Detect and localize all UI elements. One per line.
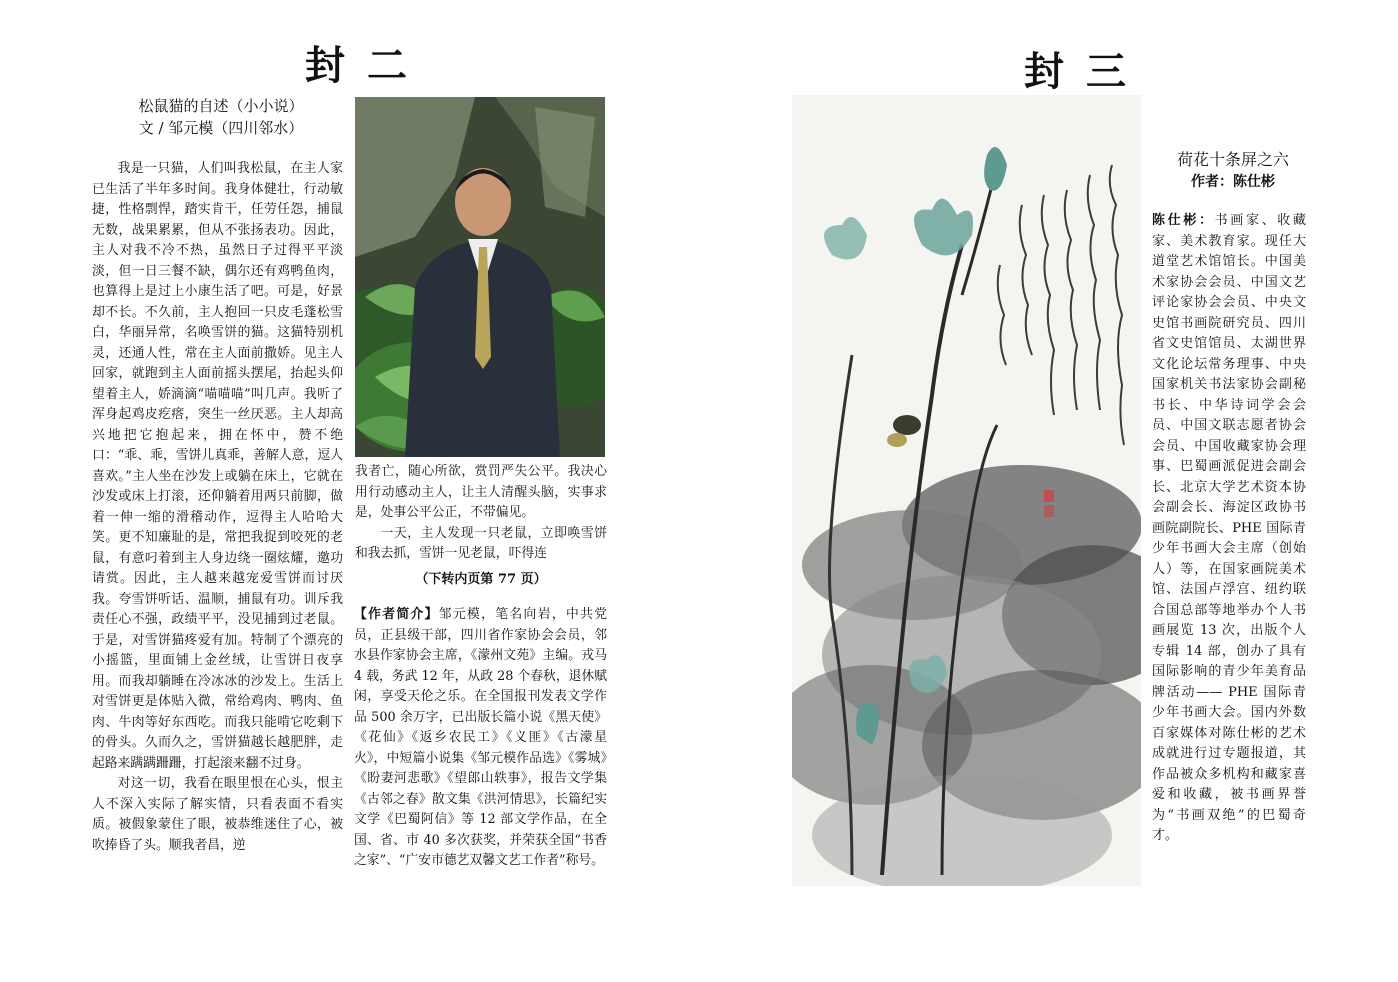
story-column-2: [355, 462, 607, 578]
story-title: 松鼠猫的自述（小小说）: [138, 97, 304, 115]
author-bio-text: 邹元模，笔名向岩，中共党员，正县级干部，四川省作家协会会员，邻水县作家协会主席，《濛州文苑》主编。戎马 4 载，务武 12 年，从政 28 个春秋，退休赋闲，享受天伦之乐。在全国报刊发表文学作品 500 余万字，已出版长篇小说《黑天使》《花仙》《返乡农民工》《义匪》《古濛星火》，中短篇小说集《邹元模作品选》《雾城》《盼妻河悲歌》《望郎山轶事》，报告文学集《古邻之春》散文集《洪河情思》，长篇纪实文学《巴蜀阿信》等 12 部文学作品，在全国、省、市 40 多次获奖，并荣获全国“书香之家”、“广安市德艺双馨文艺工作者”称号。: [354, 607, 607, 868]
page-title-left: 封二: [305, 42, 429, 89]
artist-bio: [1152, 211, 1306, 851]
artwork-author: 作者：陈仕彬: [1191, 174, 1275, 190]
portrait-illustration: [355, 97, 605, 457]
artwork-title: 荷花十条屏之六: [1176, 150, 1289, 169]
story-byline: 文 / 邹元模（四川邻水）: [138, 119, 304, 137]
lotus-painting-illustration: [792, 95, 1141, 886]
page-title-right: 封三: [1024, 48, 1148, 95]
artist-bio-text: 书画家、收藏家、美术教育家。现任大道堂艺术馆馆长。中国美术家协会会员、中国文艺评论家协会会员、中央文史馆书画院研究员、四川省文史馆馆员、太湖世界文化论坛常务理事、中央国家机关书法家协会副秘书长、中华诗词学会会员、中国文联志愿者协会会员、中国收藏家协会理事、巴蜀画派促进会副会长、北京大学艺术资本协会副会长、海淀区政协书画院副院长、PHE 国际青少年书画大会主席（创始人）等，在国家画院美术馆、法国卢浮宫、纽约联合国总部等地举办个人书画展览 13 次，出版个人专辑 14 部，创办了具有国际影响的青少年美育品牌活动—— PHE 国际青少年书画大会。国内外数百家媒体对陈仕彬的艺术成就进行过专题报道，其作品被众多机构和藏家喜爱和收藏，被书画界誉为“书画双绝”的巴蜀奇才。: [1152, 213, 1306, 843]
continued-note: （下转内页第 77 页）: [415, 572, 547, 587]
author-portrait-photo: [355, 97, 605, 457]
story-paragraph: 一天，主人发现一只老鼠，立即唤雪饼和我去抓，雪饼一见老鼠，吓得连: [355, 525, 607, 561]
story-column-1: [92, 159, 343, 914]
story-paragraph: 我者亡，随心所欲，赏罚严失公平。我决心用行动感动主人，让主人清醒头脑，实事求是，处事公平公正，不带偏见。: [355, 464, 607, 520]
story-paragraph: 对这一切，我看在眼里恨在心头，恨主人不深入实际了解实情，只看表面不看实质。被假象蒙住了眼，被恭维迷住了心，被吹捧昏了头。顺我者昌，逆: [92, 776, 343, 853]
artist-name-label: 陈仕彬：: [1152, 213, 1215, 228]
story-paragraph: 我是一只猫，人们叫我松鼠，在主人家已生活了半年多时间。我身体健壮，行动敏捷，性格剽悍，踏实肯干，任劳任怨，捕鼠无数，战果累累，但从不张扬表功。因此，主人对我不冷不热，虽然日子过得平平淡淡，但一日三餐不缺，偶尔还有鸡鸭鱼肉，也算得上是过上小康生活了吧。可是，好景却不长。不久前，主人抱回一只皮毛蓬松雪白，华丽异常，名唤雪饼的猫。这猫特别机灵，还通人性，常在主人面前撒娇。见主人回家，就跑到主人面前摇头摆尾，抬起头仰望着主人，娇滴滴“喵喵喵”叫几声。我听了浑身起鸡皮疙瘩，突生一丝厌恶。主人却高兴地把它抱起来，拥在怀中，赞不绝口：“乖、乖，雪饼儿真乖，善解人意，逗人喜欢。”主人坐在沙发上或躺在床上，它就在沙发或床上打滚，还仰躺着用两只前脚，做着一伸一缩的滑稽动作，逗得主人哈哈大笑。更不知廉耻的是，常把我捉到咬死的老鼠，有意叼着到主人身边绕一圈炫耀，邀功请赏。因此，主人越来越宠爱雪饼而讨厌我。夸雪饼听话、温顺，捕鼠有功。训斥我责任心不强，政绩平平，没见捕到过老鼠。于是，对雪饼猫疼爱有加。特制了个漂亮的小摇篮，里面铺上金丝绒，让雪饼日夜享用。而我却躺睡在冷冰冰的沙发上。生活上对雪饼更是体贴入微，常给鸡肉、鸭肉、鱼肉、牛肉等好东西吃。而我只能啃它吃剩下的骨头。久而久之，雪饼猫越长越肥胖，走起路来蹒蹒跚跚，打起滚来翻不过身。: [92, 161, 343, 771]
lotus-ink-painting: [792, 95, 1141, 886]
author-bio-label: 【作者简介】: [354, 607, 439, 622]
author-bio: [354, 605, 607, 895]
